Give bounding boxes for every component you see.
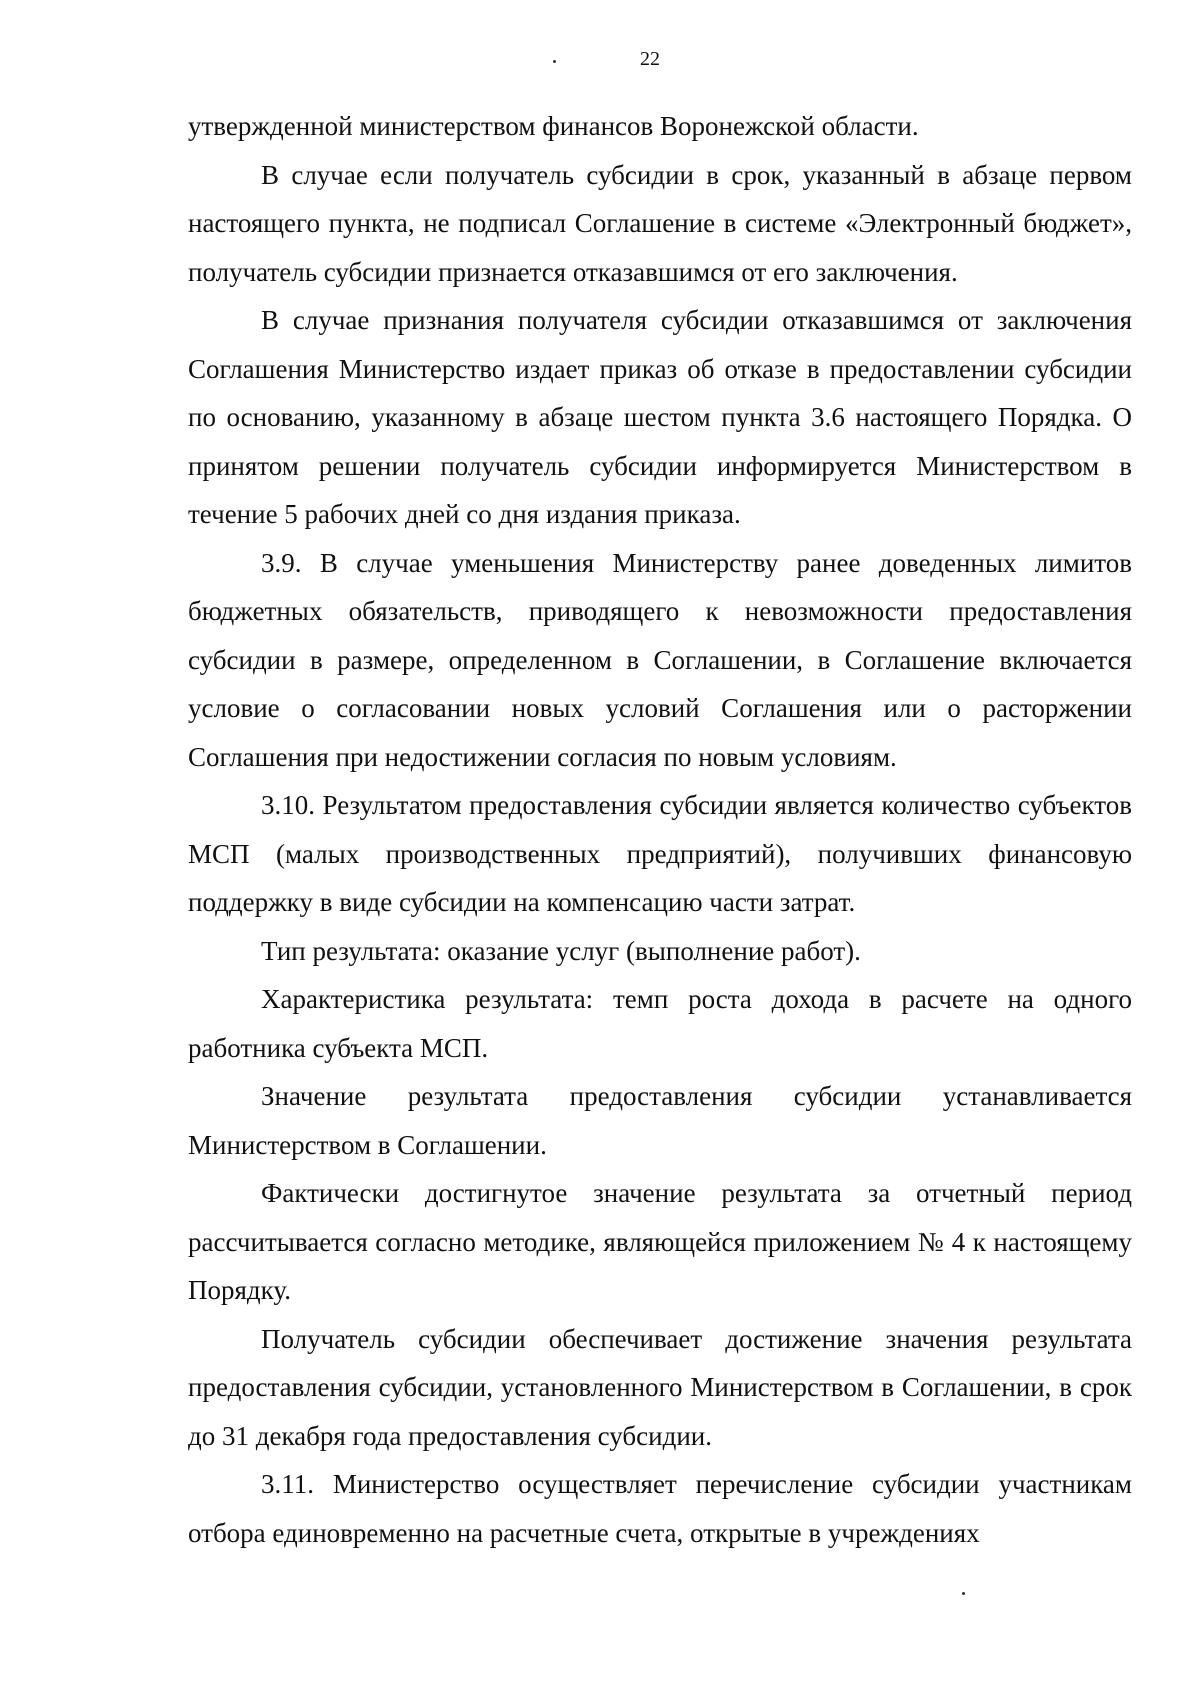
paragraph-result-value: Значение результата предоставления субсидии устанавливается Министерством в Соглашении. [188, 1081, 1132, 1160]
paragraph-continuation: утвержденной министерством финансов Воронежской области. [188, 111, 919, 141]
paragraph-3-10: 3.10. Результатом предоставления субсидии является количество субъектов МСП (малых производственных предприятий), получивших финансовую поддержку в виде субсидии на компенсацию части затрат. [188, 790, 1132, 917]
paragraph-achievement: Получатель субсидии обеспечивает достижение значения результата предоставления субсидии, установленного Министерством в Соглашении, в срок до 31 декабря года предоставления субсидии. [188, 1323, 1132, 1451]
paragraph-3-9: 3.9. В случае уменьшения Министерству ранее доведенных лимитов бюджетных обязательств, приводящего к невозможности предоставления субсидии в размере, определенном в Соглашении, в Соглашение включается условие о согласовании новых условий Соглашения или о расторжении Соглашения при недостижении согласия по новым условиям. [188, 547, 1132, 772]
paragraph-3-11: 3.11. Министерство осуществляет перечисление субсидии участникам отбора единовременно на расчетные счета, открытые в учреждениях [188, 1469, 1132, 1548]
paragraph-result-type: Тип результата: оказание услуг (выполнение работ). [261, 935, 861, 966]
paragraph-actual-value: Фактически достигнутое значение результата за отчетный период рассчитывается согласно методике, являющейся приложением № 4 к настоящему Порядку. [188, 1178, 1132, 1305]
paragraph-result-characteristic: Характеристика результата: темп роста дохода в расчете на одного работника субъекта МСП. [188, 984, 1132, 1063]
paragraph-refusal-condition: В случае если получатель субсидии в срок, указанный в абзаце первом настоящего пункта, не подписал Соглашение в системе «Электронный бюджет», получатель субсидии признается отказавшимся от его заключения. [188, 159, 1132, 287]
scan-speck [962, 1592, 965, 1595]
paragraph-refusal-order: В случае признания получателя субсидии отказавшимся от заключения Соглашения Министерство издает приказ об отказе в предоставлении субсидии по основанию, указанному в абзаце шестом пункта 3.6 настоящего Порядка. О принятом решении получатель субсидии информируется Министерством в течение 5 рабочих дней со дня издания приказа. [188, 305, 1132, 529]
document-body [188, 102, 1132, 1557]
page-number: 22 [640, 48, 660, 70]
